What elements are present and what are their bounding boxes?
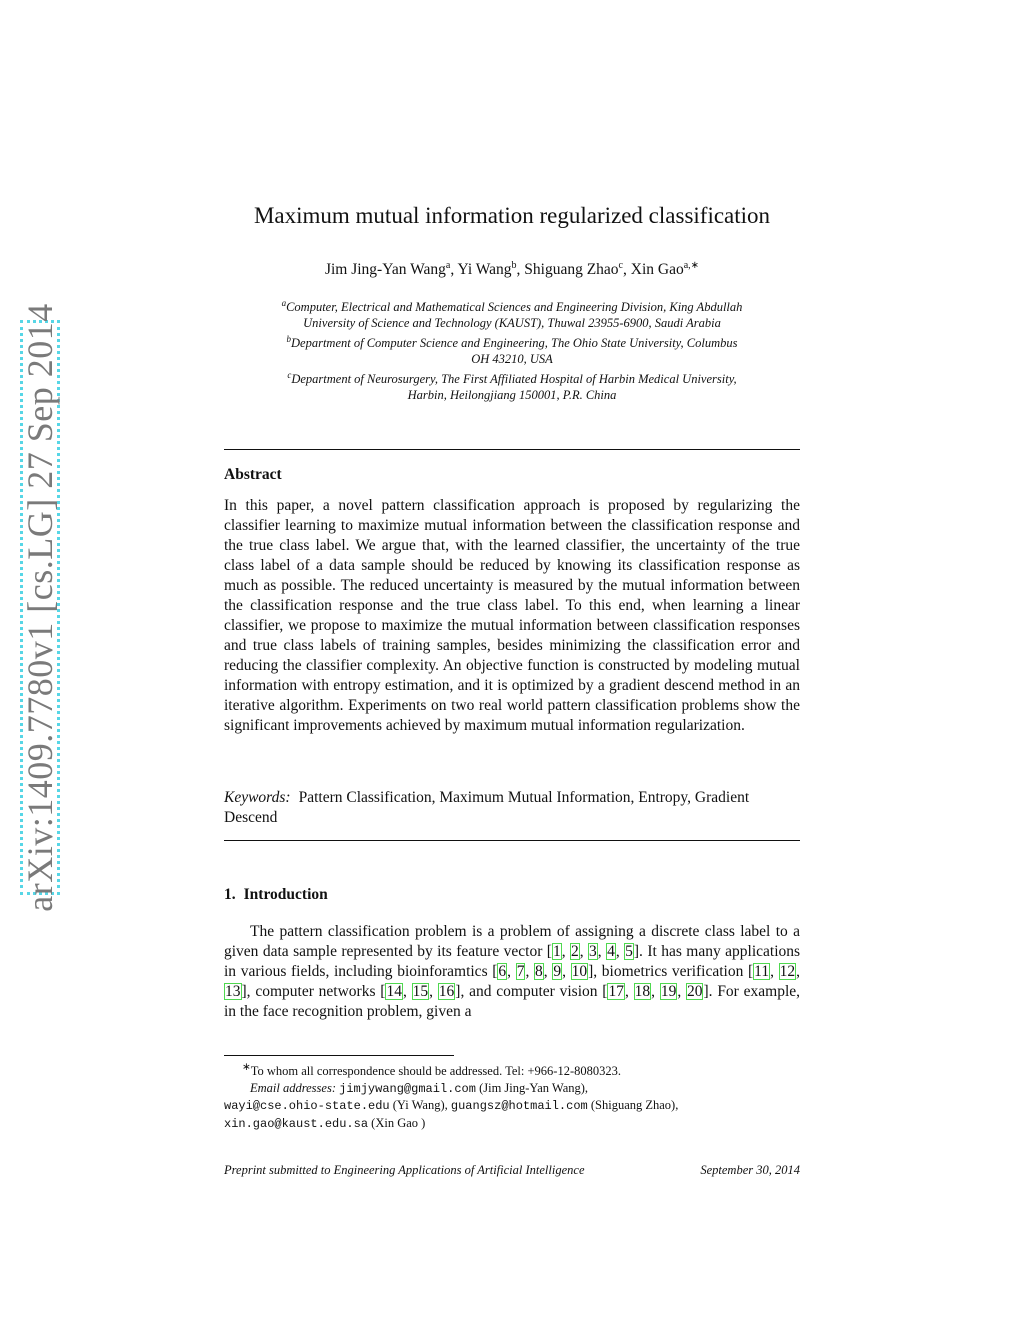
email-link[interactable]: guangsz@hotmail.com [450, 1099, 588, 1114]
citation-link[interactable]: 15 [412, 983, 429, 1000]
footnote-text: To whom all correspondence should be addressed. Tel: +966-12-8080323. [250, 1064, 621, 1079]
preprint-date: September 30, 2014 [700, 1163, 800, 1177]
email-owner: (Xin Gao ) [371, 1115, 426, 1130]
citation-link[interactable]: 17 [608, 983, 624, 1000]
preprint-text: Preprint submitted to Engineering Applications of Artificial Intelligence [224, 1163, 585, 1177]
author-superscript: b [511, 260, 517, 271]
footnote-correspondence [224, 1060, 800, 1080]
affiliation-line: Department of Neurosurgery, The First Affiliated Hospital of Harbin Medical University, [291, 372, 737, 387]
author-name: Jim Jing-Yan Wang [324, 261, 446, 279]
citation-link[interactable]: 13 [225, 983, 241, 1000]
affiliation-line: Harbin, Heilongjiang 150001, P.R. China [407, 388, 617, 403]
citation-link[interactable]: 12 [779, 963, 796, 980]
affiliation-line: Department of Computer Science and Engineering, The Ohio State University, Columbus [291, 336, 738, 351]
email-label: Email addresses: [250, 1080, 336, 1095]
citation-link[interactable]: 18 [634, 983, 651, 1000]
keywords [224, 788, 800, 828]
affiliation-superscript: b [286, 334, 292, 345]
citation-link[interactable]: 16 [438, 983, 455, 1000]
author-superscript: c [618, 260, 623, 271]
citation-link[interactable]: 8 [535, 963, 543, 980]
affiliation [224, 387, 800, 403]
citation-link[interactable]: 10 [571, 963, 588, 980]
intro-paragraph [224, 922, 800, 1022]
footnote-rule [224, 1055, 454, 1056]
author-list: Jim Jing-Yan Wang$^a$, Yi Wang$^b$, Shiguang Zhao$^c$, Xin Gao$^{a,∗}$ [324, 260, 700, 279]
preprint-footer [224, 1163, 800, 1178]
section-heading [224, 886, 328, 904]
citation-link[interactable]: 4 [607, 943, 615, 960]
author-name: Shiguang Zhao [524, 261, 619, 279]
affiliation-superscript: c [287, 370, 292, 381]
affiliation [224, 295, 800, 315]
footnotes [224, 1060, 800, 1132]
intro-text-segment: ], and computer vision [ [455, 983, 608, 1000]
citation-group: 11, 12, 13 [225, 963, 801, 1000]
citation-link[interactable]: 6 [498, 963, 507, 980]
email-owner: (Yi Wang), [392, 1098, 448, 1113]
citation-link[interactable]: 5 [625, 943, 633, 960]
email-link[interactable]: wayi@cse.ohio-state.edu [224, 1099, 390, 1114]
affiliation-superscript: a [281, 298, 287, 308]
affiliation-line: University of Science and Technology (KAUST), Thuwal 23955-6900, Saudi Arabia [303, 316, 721, 331]
citation-link[interactable]: 14 [386, 983, 402, 1000]
affiliation [224, 351, 800, 367]
footnote-mark: ∗ [242, 1062, 251, 1073]
affiliation [224, 367, 800, 387]
intro-text-segment: ], computer networks [ [241, 983, 386, 1000]
citation-link[interactable]: 1 [552, 943, 561, 960]
citation-link[interactable]: 11 [754, 963, 770, 980]
citation-link[interactable]: 19 [660, 983, 677, 1000]
citation-link[interactable]: 9 [553, 963, 562, 980]
citation-link[interactable]: 7 [516, 963, 525, 980]
abstract-bottom-rule [224, 840, 800, 841]
keywords-label: Keywords: [224, 789, 291, 806]
paper-title: Maximum mutual information regularized classification [253, 203, 771, 228]
arxiv-stamp[interactable]: arXiv:1409.7780v1 [cs.LG] 27 Sep 2014 [20, 303, 60, 912]
affiliation-line: Computer, Electrical and Mathematical Sciences and Engineering Division, King Abdullah [286, 300, 743, 315]
citation-link[interactable]: 3 [589, 943, 597, 960]
affiliation [224, 331, 800, 351]
footnote-emails [224, 1080, 800, 1133]
section-title: Introduction [243, 886, 328, 903]
affiliation-line: OH 43210, USA [471, 352, 553, 367]
author-superscript: a,∗ [683, 260, 700, 271]
abstract-text: In this paper, a novel pattern classification approach is proposed by regularizing the classifier learning to maximize mutual information between the classification response and the true class label. We argue that, with the learned classifier, the uncertainty of the true class label of a data sample should be reduced by knowing its classification response as much as possible. The reduced uncertainty is measured by the mutual information between the classification response and the true class label. To this end, when learning a linear classifier, we propose to maximize the mutual information between classification responses and true class labels of training samples, besides minimizing the classification error and reducing the classifier complexity. An objective function is constructed by modeling mutual information with entropy estimation, and it is optimized by a gradient descend method in an iterative algorithm. Experiments on two real world pattern classification problems show the significant improvements achieved by maximum mutual information regularization. [224, 497, 800, 734]
affiliations [224, 295, 800, 403]
citation-link[interactable]: 2 [571, 943, 579, 960]
intro-text-segment: ]. It has many applications in various fields, including bioinforamtics [ [224, 943, 801, 980]
affiliation [224, 315, 800, 331]
author-name: Xin Gao [630, 261, 684, 279]
intro-text-segment: The pattern classification problem is a problem of assigning a discrete class label to a given data sample represented by its feature vector [ [224, 923, 800, 960]
email-owner: (Shiguang Zhao), [590, 1098, 679, 1113]
citation-group: 17, 18, 19, 20 [608, 983, 703, 1000]
citation-group: 6, 7, 8, 9, 10 [498, 963, 588, 980]
email-owner: (Jim Jing-Yan Wang), [479, 1080, 589, 1095]
email-link[interactable]: jimjywang@gmail.com [339, 1081, 476, 1096]
citation-group: 1, 2, 3, 4, 5 [552, 943, 633, 960]
author-superscript: a [445, 260, 451, 271]
author-name: Yi Wang [457, 261, 512, 279]
abstract-top-rule [224, 449, 800, 450]
section-number: 1. [224, 886, 236, 903]
keywords-text: Pattern Classification, Maximum Mutual Information, Entropy, Gradient Descend [224, 789, 750, 826]
email-link[interactable]: xin.gao@kaust.edu.sa [224, 1116, 369, 1131]
abstract-heading: Abstract [224, 466, 282, 483]
intro-text-segment: ], biometrics verification [ [588, 963, 754, 980]
citation-group: 14, 15, 16 [386, 983, 455, 1000]
intro-text-segment: ]. For example, in the face recognition problem, given a [224, 983, 801, 1020]
citation-link[interactable]: 20 [686, 983, 703, 1000]
